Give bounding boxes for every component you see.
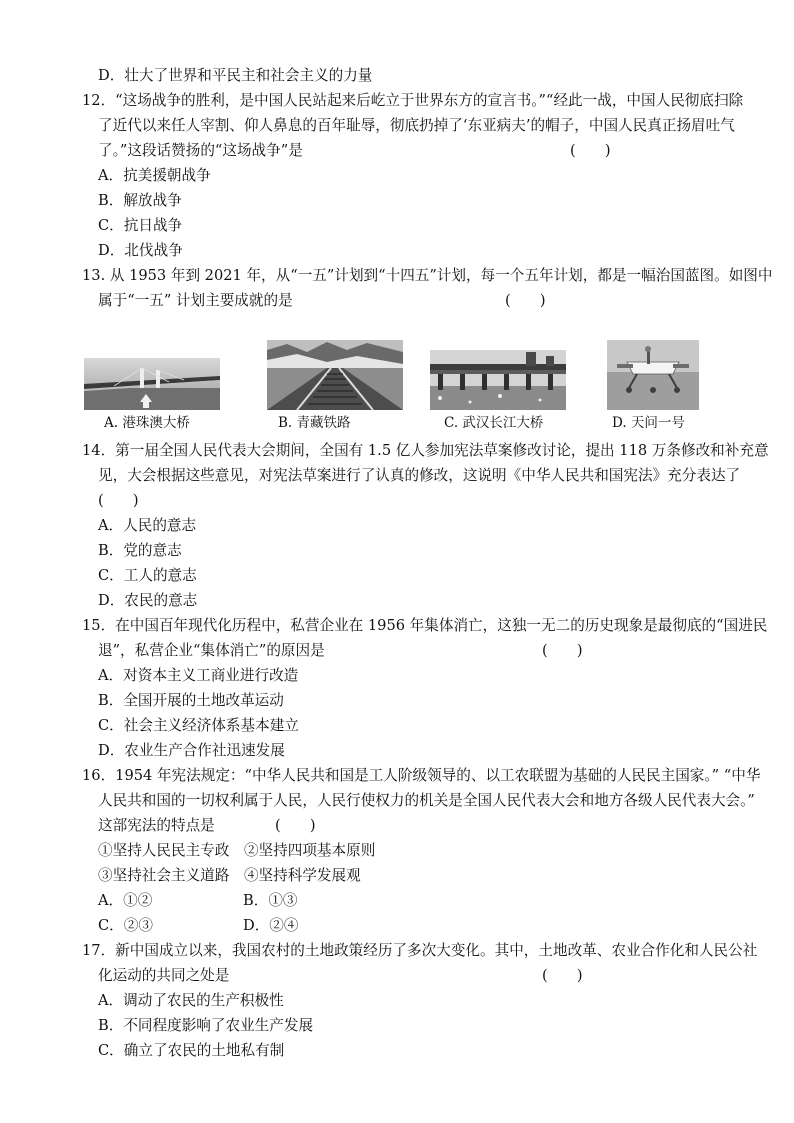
q14-option-a: A．人民的意志 (98, 517, 197, 534)
bridge-photo-c (430, 350, 566, 410)
q15-option-a: A．对资本主义工商业进行改造 (98, 667, 299, 684)
q16-answer-blank: ( ) (275, 817, 316, 834)
q14-option-b: B．党的意志 (98, 542, 182, 559)
q14-stem-line1: 14．第一届全国人民代表大会期间，全国有 1.5 亿人参加宪法草案修改讨论，提出 118 万条修改和补充意 (82, 442, 769, 459)
q16-option-d: D．②④ (243, 917, 299, 934)
q12-stem-line1: 12．“这场战争的胜利，是中国人民站起来后屹立于世界东方的宣言书。”“经此一战，中国人民彻底扫除 (82, 92, 744, 109)
q13-stem-line1: 13. 从 1953 年到 2021 年，从“一五”计划到“十四五”计划，每一个五年计划，都是一幅治国蓝图。如图中 (82, 267, 773, 284)
q12-option-b: B．解放战争 (98, 192, 182, 209)
q16-stem-line3: 这部宪法的特点是 (98, 817, 215, 834)
q15-stem-line2: 退”，私营企业“集体消亡”的原因是 (98, 642, 325, 659)
q16-option-a: A．①② (98, 892, 153, 909)
q13-caption-b: B. 青藏铁路 (278, 415, 351, 431)
q15-answer-blank: ( ) (542, 642, 583, 659)
q12-option-c: C．抗日战争 (98, 217, 183, 234)
q15-option-c: C．社会主义经济体系基本建立 (98, 717, 299, 734)
q14-option-c: C．工人的意志 (98, 567, 197, 584)
q14-answer-blank: ( ) (98, 492, 139, 509)
q13-answer-blank: ( ) (505, 292, 546, 309)
q12-answer-blank: ( ) (570, 142, 611, 159)
q16-statements-3-4: ③坚持社会主义道路 ④坚持科学发展观 (98, 867, 361, 884)
q13-caption-d: D. 天问一号 (612, 415, 685, 431)
bridge-photo-a (84, 358, 220, 410)
q17-option-c: C．确立了农民的土地私有制 (98, 1042, 285, 1059)
q16-stem-line2: 人民共和国的一切权利属于人民，人民行使权力的机关是全国人民代表大会和地方各级人民代表大会。” (98, 792, 755, 809)
q12-stem-line2: 了近代以来任人宰割、仰人鼻息的百年耻辱，彻底扔掉了‘东亚病夫’的帽子，中国人民真正扬眉吐气 (98, 117, 735, 134)
q16-option-b: B．①③ (243, 892, 298, 909)
q13-caption-a: A. 港珠澳大桥 (104, 415, 190, 431)
q13-stem-line2: 属于“一五” 计划主要成就的是 (98, 292, 293, 309)
q12-option-a: A．抗美援朝战争 (98, 167, 211, 184)
rover-photo-d (607, 340, 699, 410)
q17-answer-blank: ( ) (542, 967, 583, 984)
q16-stem-line1: 16．1954 年宪法规定：“中华人民共和国是工人阶级领导的、以工农联盟为基础的人民民主国家。” “中华 (82, 767, 761, 784)
q17-option-a: A．调动了农民的生产积极性 (98, 992, 284, 1009)
q17-stem-line2: 化运动的共同之处是 (98, 967, 230, 984)
q14-option-d: D．农民的意志 (98, 592, 198, 609)
q17-stem-line1: 17．新中国成立以来，我国农村的土地政策经历了多次大变化。其中，土地改革、农业合作化和人民公社 (82, 942, 758, 959)
railway-photo-b (267, 340, 403, 410)
q15-stem-line1: 15．在中国百年现代化历程中，私营企业在 1956 年集体消亡，这独一无二的历史现象是最彻底的“国进民 (82, 617, 768, 634)
q16-statements-1-2: ①坚持人民民主专政 ②坚持四项基本原则 (98, 842, 376, 859)
q15-option-d: D．农业生产合作社迅速发展 (98, 742, 285, 759)
q17-option-b: B．不同程度影响了农业生产发展 (98, 1017, 314, 1034)
q15-option-b: B．全国开展的土地改革运动 (98, 692, 284, 709)
q14-stem-line2: 见，大会根据这些意见，对宪法草案进行了认真的修改，这说明《中华人民共和国宪法》充分表达了 (98, 467, 741, 484)
q13-caption-c: C. 武汉长江大桥 (444, 415, 544, 431)
q12-stem-line3: 了。”这段话赞扬的“这场战争”是 (98, 142, 303, 159)
q16-option-c: C．②③ (98, 917, 153, 934)
q11-option-d: D．壮大了世界和平民主和社会主义的力量 (98, 67, 373, 84)
q12-option-d: D．北伐战争 (98, 242, 183, 259)
